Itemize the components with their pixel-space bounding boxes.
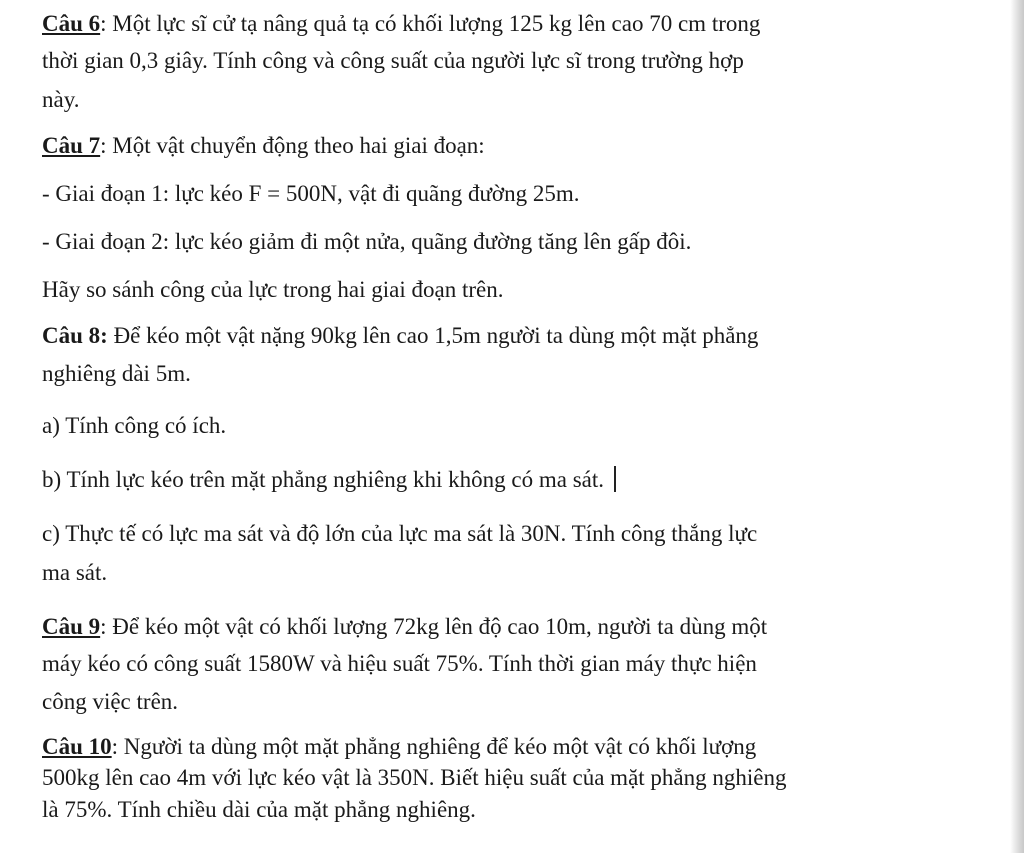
question-10-line-2: 500kg lên cao 4m với lực kéo vật là 350N. Biết hiệu suất của mặt phẳng nghiêng	[42, 765, 787, 790]
question-7-text-1: : Một vật chuyển động theo hai giai đoạn:	[100, 133, 485, 158]
question-8-line-1	[42, 322, 758, 350]
question-10-text-1: : Người ta dùng một mặt phẳng nghiêng để kéo một vật có khối lượng	[111, 734, 757, 759]
page-edge-shadow	[1010, 0, 1024, 853]
question-9-label: Câu 9	[42, 614, 101, 639]
question-6-text-1: : Một lực sĩ cử tạ nâng quả tạ có khối lượng 125 kg lên cao 70 cm trong	[100, 11, 761, 36]
question-7-line-1	[42, 132, 485, 160]
question-7-label: Câu 7	[42, 133, 101, 158]
question-10-label: Câu 10	[42, 734, 112, 759]
question-6-line-2: thời gian 0,3 giây. Tính công và công suất của người lực sĩ trong trường hợp	[42, 48, 744, 73]
question-7-stage-1: - Giai đoạn 1: lực kéo F = 500N, vật đi quãng đường 25m.	[42, 181, 580, 206]
question-6-line-3: này.	[42, 87, 80, 112]
question-6-label: Câu 6	[42, 11, 101, 36]
question-8-text-1: Để kéo một vật nặng 90kg lên cao 1,5m người ta dùng một mặt phẳng	[107, 323, 759, 348]
question-7-stage-2: - Giai đoạn 2: lực kéo giảm đi một nửa, quãng đường tăng lên gấp đôi.	[42, 229, 692, 254]
question-8-line-2: nghiêng dài 5m.	[42, 361, 191, 386]
question-8-part-b	[42, 466, 616, 494]
question-9-line-1	[42, 613, 767, 641]
question-8-part-c-line-2: ma sát.	[42, 560, 108, 585]
question-10-line-3: là 75%. Tính chiều dài của mặt phẳng nghiêng.	[42, 797, 476, 822]
question-8-part-b-text: b) Tính lực kéo trên mặt phẳng nghiêng khi không có ma sát.	[42, 467, 605, 492]
question-7-line-4: Hãy so sánh công của lực trong hai giai đoạn trên.	[42, 277, 504, 302]
question-9-line-3: công việc trên.	[42, 689, 179, 714]
question-6-line-1	[42, 10, 760, 38]
question-8-part-a: a) Tính công có ích.	[42, 413, 227, 438]
question-9-line-2: máy kéo có công suất 1580W và hiệu suất 75%. Tính thời gian máy thực hiện	[42, 651, 757, 676]
text-cursor	[614, 466, 616, 492]
question-8-part-c-line-1: c) Thực tế có lực ma sát và độ lớn của lực ma sát là 30N. Tính công thắng lực	[42, 521, 758, 546]
question-9-text-1: : Để kéo một vật có khối lượng 72kg lên độ cao 10m, người ta dùng một	[100, 614, 768, 639]
question-10-line-1	[42, 733, 756, 761]
question-8-label: Câu 8:	[42, 323, 108, 348]
